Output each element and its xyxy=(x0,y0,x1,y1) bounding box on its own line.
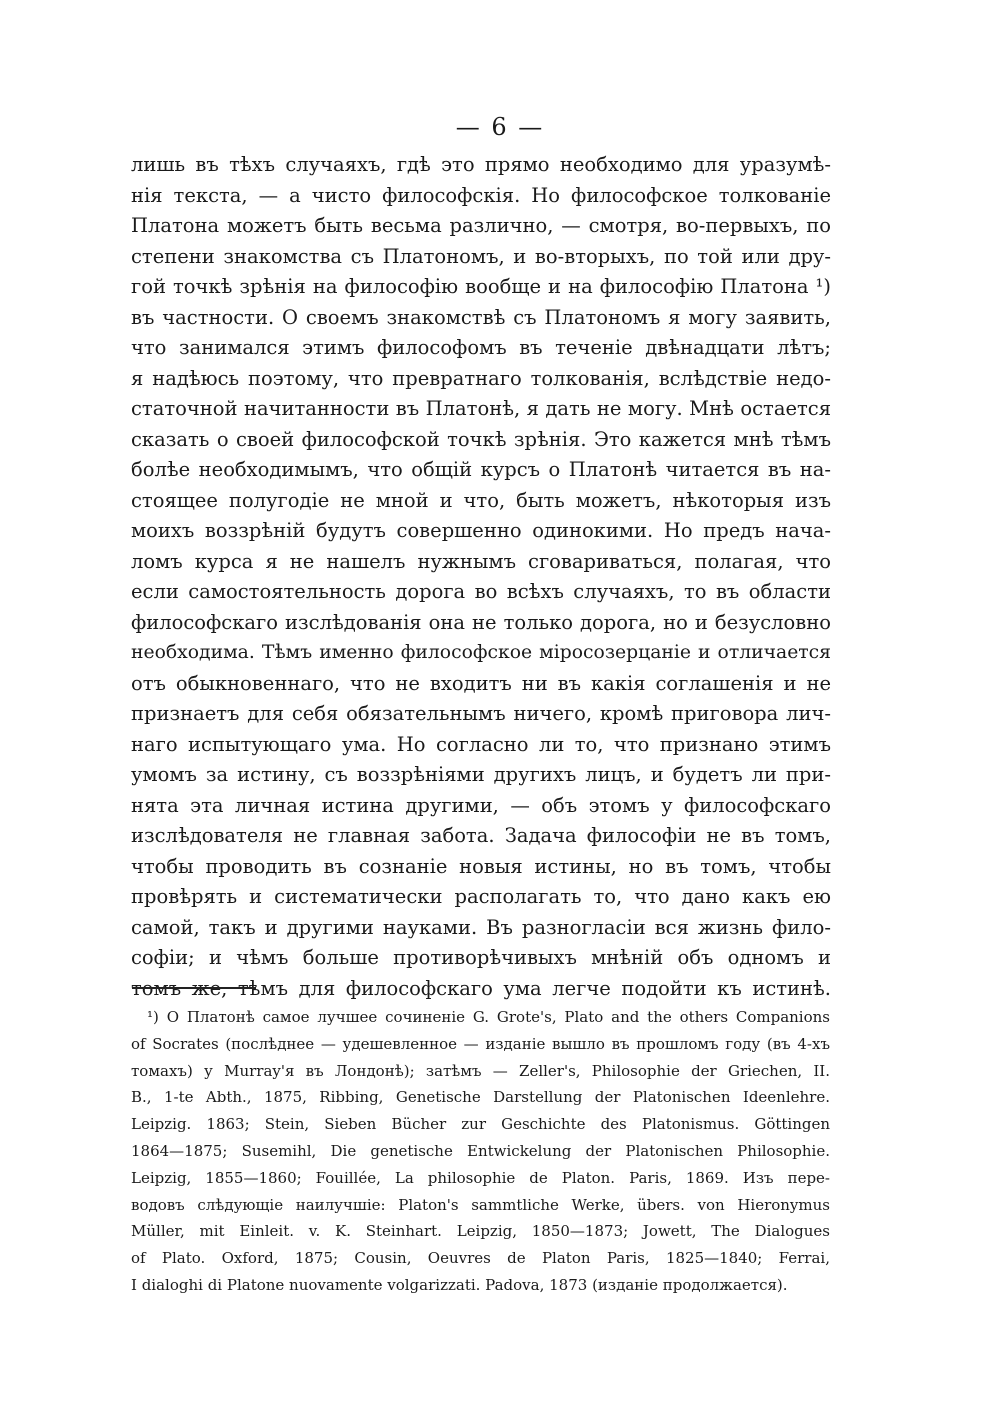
text-line: нята эта личная истина другими, — объ этомъ у философскаго xyxy=(131,793,831,817)
text-line: что занимался этимъ философомъ въ теченіе двѣнадцати лѣтъ; xyxy=(131,336,831,359)
text-line: лишь въ тѣхъ случаяхъ, гдѣ это прямо необходимо для уразумѣ- xyxy=(131,153,831,176)
footnote-line: 1864—1875; Susemihl, Die genetische Entwickelung der Platonischen Philosophie. xyxy=(131,1141,830,1160)
text-line: необходима. Тѣмъ именно философское міросозерцаніе и отличается xyxy=(131,642,831,663)
footnote-line: Leipzig, 1855—1860; Fouillée, La philosophie de Platon. Paris, 1869. Изъ пере- xyxy=(131,1168,830,1187)
text-line: философскаго изслѣдованія она не только дорога, но и безусловно xyxy=(131,610,831,634)
text-line: провѣрять и систематически располагать то, что дано какъ ею xyxy=(131,885,831,908)
footnote-divider xyxy=(132,987,256,989)
text-line: статочной начитанности въ Платонѣ, я дать не могу. Мнѣ остается xyxy=(131,397,831,420)
footnote-line: Müller, mit Einleit. v. K. Steinhart. Leipzig, 1850—1873; Jowett, The Dialogues xyxy=(131,1222,830,1241)
footnote-line: Leipzig. 1863; Stein, Sieben Bücher zur Geschichte des Platonismus. Göttingen xyxy=(131,1115,830,1134)
text-line: томъ же, тѣмъ для философскаго ума легче подойти къ истинѣ. xyxy=(131,976,831,1000)
text-line: умомъ за истину, съ воззрѣніями другихъ лицъ, и будетъ ли при- xyxy=(131,763,831,786)
text-line: ломъ курса я не нашелъ нужнымъ сговариваться, полагая, что xyxy=(131,549,831,573)
text-line: признаетъ для себя обязательнымъ ничего, кромѣ приговора лич- xyxy=(131,702,831,725)
footnote-line: томахъ) у Murray'я въ Лондонѣ); затѣмъ — Zeller's, Philosophie der Griechen, II. xyxy=(131,1061,830,1080)
footnote-line: водовъ слѣдующіе наилучшіе: Platon's sammtliche Werke, übers. von Hieronymus xyxy=(131,1195,830,1214)
text-line: изслѣдователя не главная забота. Задача философіи не въ томъ, xyxy=(131,824,831,847)
text-line: болѣе необходимымъ, что общій курсъ о Платонѣ читается въ на- xyxy=(131,458,831,481)
footnote-line: of Plato. Oxford, 1875; Cousin, Oeuvres de Platon Paris, 1825—1840; Ferrai, xyxy=(131,1249,830,1268)
text-line: въ частности. О своемъ знакомствѣ съ Платономъ я могу заявить, xyxy=(131,305,831,329)
text-line: моихъ воззрѣній будутъ совершенно одинокими. Но предъ нача- xyxy=(131,519,831,542)
text-line: сказать о своей философской точкѣ зрѣнія. Это кажется мнѣ тѣмъ xyxy=(131,427,831,451)
text-line: наго испытующаго ума. Но согласно ли то, что признано этимъ xyxy=(131,732,831,756)
text-line: степени знакомства съ Платономъ, и во-вторыхъ, по той или дру- xyxy=(131,244,831,268)
footnote-line: of Socrates (послѣднее — удешевленное — изданіе вышло въ прошломъ году (въ 4-хъ xyxy=(131,1034,830,1053)
text-line: гой точкѣ зрѣнія на философію вообще и на философію Платона ¹) xyxy=(131,275,831,298)
page-number: — 6 — xyxy=(455,113,545,141)
footnote xyxy=(131,1004,830,1299)
text-line: стоящее полугодіе не мной и что, быть можетъ, нѣкоторыя изъ xyxy=(131,488,831,512)
footnote-line: I dialoghi di Platone nuovamente volgarizzati. Padova, 1873 (изданіе продолжается). xyxy=(131,1275,788,1294)
text-line: Платона можетъ быть весьма различно, — смотря, во-первыхъ, по xyxy=(131,214,831,237)
text-line: я надѣюсь поэтому, что превратнаго толкованія, вслѣдствіе недо- xyxy=(131,366,831,390)
main-text xyxy=(131,150,831,1004)
text-line: отъ обыкновеннаго, что не входитъ ни въ какія соглашенія и не xyxy=(131,671,831,695)
text-line: софіи; и чѣмъ больше противорѣчивыхъ мнѣній объ одномъ и xyxy=(131,946,831,969)
footnote-line: B., 1-te Abth., 1875, Ribbing, Genetische Darstellung der Platonischen Ideenlehre. xyxy=(131,1088,830,1107)
footnote-line: ¹) О Платонѣ самое лучшее сочиненіе G. Grote's, Plato and the others Companions xyxy=(147,1008,830,1026)
text-line: самой, такъ и другими науками. Въ разногласіи вся жизнь фило- xyxy=(131,915,831,939)
text-line: чтобы проводить въ сознаніе новыя истины, но въ томъ, чтобы xyxy=(131,854,831,878)
text-line: если самостоятельность дорога во всѣхъ случаяхъ, то въ области xyxy=(131,580,831,603)
text-line: нія текста, — а чисто философскія. Но философское толкованіе xyxy=(131,183,831,207)
